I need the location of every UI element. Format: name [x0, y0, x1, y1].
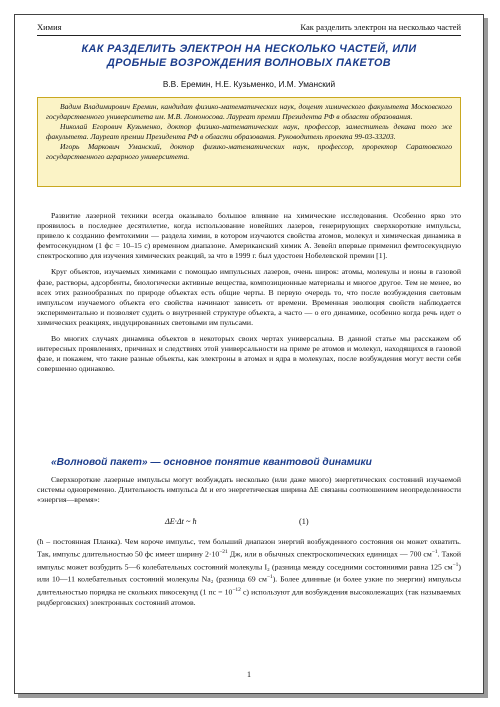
article-title — [37, 42, 461, 70]
title-line-2: ДРОБНЫЕ ВОЗРОЖДЕНИЯ ВОЛНОВЫХ ПАКЕТОВ — [107, 57, 391, 69]
section-paragraph-1: Сверхкороткие лазерные импульсы могут возбуждать несколько (или даже много) энергетических состояний изучаемой системы одновременно. Длительность импульса Δt и его энергетическая ширина ΔE связаны соотношением неопределенности «энергия—время»: — [37, 475, 461, 505]
section-paragraph-2: (ħ – постоянная Планка). Чем короче импульс, тем больший диапазон энергий возбужденного состояния он может охватить. Так, импульс длительностью 50 фс имеет ширину $2\cdot 10^{-21}$ Дж, или в обычных спектроскопических единицах — 700 $см^{-1}$. Такой импульс может возбудить 5—6 колебательных состояний молекулы I₂ (разница между соседними состояниями равна 125 $см^{-1}$) или 10—11 колебательных состояний молекулы Na₂ (разница 69 $см^{-1}$). Более длинные (и более узкие по энергии) импульсы длительностью порядка не скольких пикосекунд (1 пс = $10^{-12}$ с) используют для возбуждения высоколежащих (так называемых ридберговских) электронных состояний атомов. — [37, 537, 462, 607]
document-page — [14, 14, 484, 694]
title-line-1: КАК РАЗДЕЛИТЬ ЭЛЕКТРОН НА НЕСКОЛЬКО ЧАСТЕЙ, ИЛИ — [81, 43, 417, 55]
authors-line: В.В. Еремин, Н.Е. Кузьменко, И.М. Уманский — [162, 79, 336, 89]
paragraph-1: Развитие лазерной техники всегда оказывало большое влияние на химические исследования. Особенно ярко это проявилось в последнее десятилетие, когда использование новейших лазеров, генерирующих сверхкороткие импульсы, привело к созданию фемтохимии — раздела химии, в котором изучаются свойства атомов, молекул и химическая динамика в фемтосекундном (1 фс = 10–15 с) временном диапазоне. Американский химик А. Зевейл впервые применил фемтосекундную спектроскопию для изучения химических реакций, за что в 1999 г. был удостоен Нобелевской премии [1]. — [37, 211, 461, 261]
page-number: 1 — [247, 670, 251, 679]
header-subject: Химия — [37, 22, 62, 32]
formula-expression: ΔE·Δt ~ ħ — [165, 517, 197, 526]
author-info-2: Николай Егорович Кузьменко, доктор физико-математических наук, профессор, заместитель декана того же факультета. Лауреат премии Президента РФ в области образования. Руководитель проекта 99-03-33203. — [46, 122, 452, 141]
running-header — [37, 21, 461, 36]
formula-number: (1) — [299, 517, 309, 526]
author-info-box — [37, 97, 461, 187]
paragraph-2: Круг объектов, изучаемых химиками с помощью импульсных лазеров, очень широк: атомы, молекулы и ионы в газовой фазе, растворы, адсорбенты, биологически активные вещества, композиционные материалы и многое другое. Тем не менее, во всех этих разнообразных по природе объектах есть общие черты. В первую очередь то, что после возбуждения световым импульсом изучаемого объекта его свойства начинают зависеть от времени. Временная эволюция свойств наблюдается экспериментально и позволяет судить о внутренней структуре объекта, а часто — о его динамике, особенно когда речь идет о химических реакциях, индуцированных световыми им пульсами. — [37, 267, 461, 327]
author-info-3: Игорь Маркович Уманский, доктор физико-математических наук, профессор, проректор Саратовского государственного аграрного университета. — [46, 142, 452, 161]
paragraph-3: Во многих случаях динамика объектов в некоторых своих чертах универсальна. В данной статье мы расскажем об интересных проявлениях, причинах и следствиях этой универсальности на приме ре атомов и молекул, находящихся в газовой фазе, и покажем, что такие разные объекты, как электроны в атомах и ядра в молекулах, после возбуждения могут вести себя совершенно одинаково. — [37, 334, 461, 374]
section-heading: «Волновой пакет» — основное понятие квантовой динамики — [51, 457, 372, 468]
intro-text — [37, 211, 461, 380]
header-article-title: Как разделить электрон на несколько частей — [300, 22, 461, 32]
author-info-1: Вадим Владимирович Еремин, кандидат физико-математических наук, доцент химического факультета Московского государственного университета им. М.В. Ломоносова. Лауреат премии Президента РФ в области образования. — [46, 102, 452, 121]
section-body — [37, 537, 461, 614]
section-intro — [37, 475, 461, 511]
